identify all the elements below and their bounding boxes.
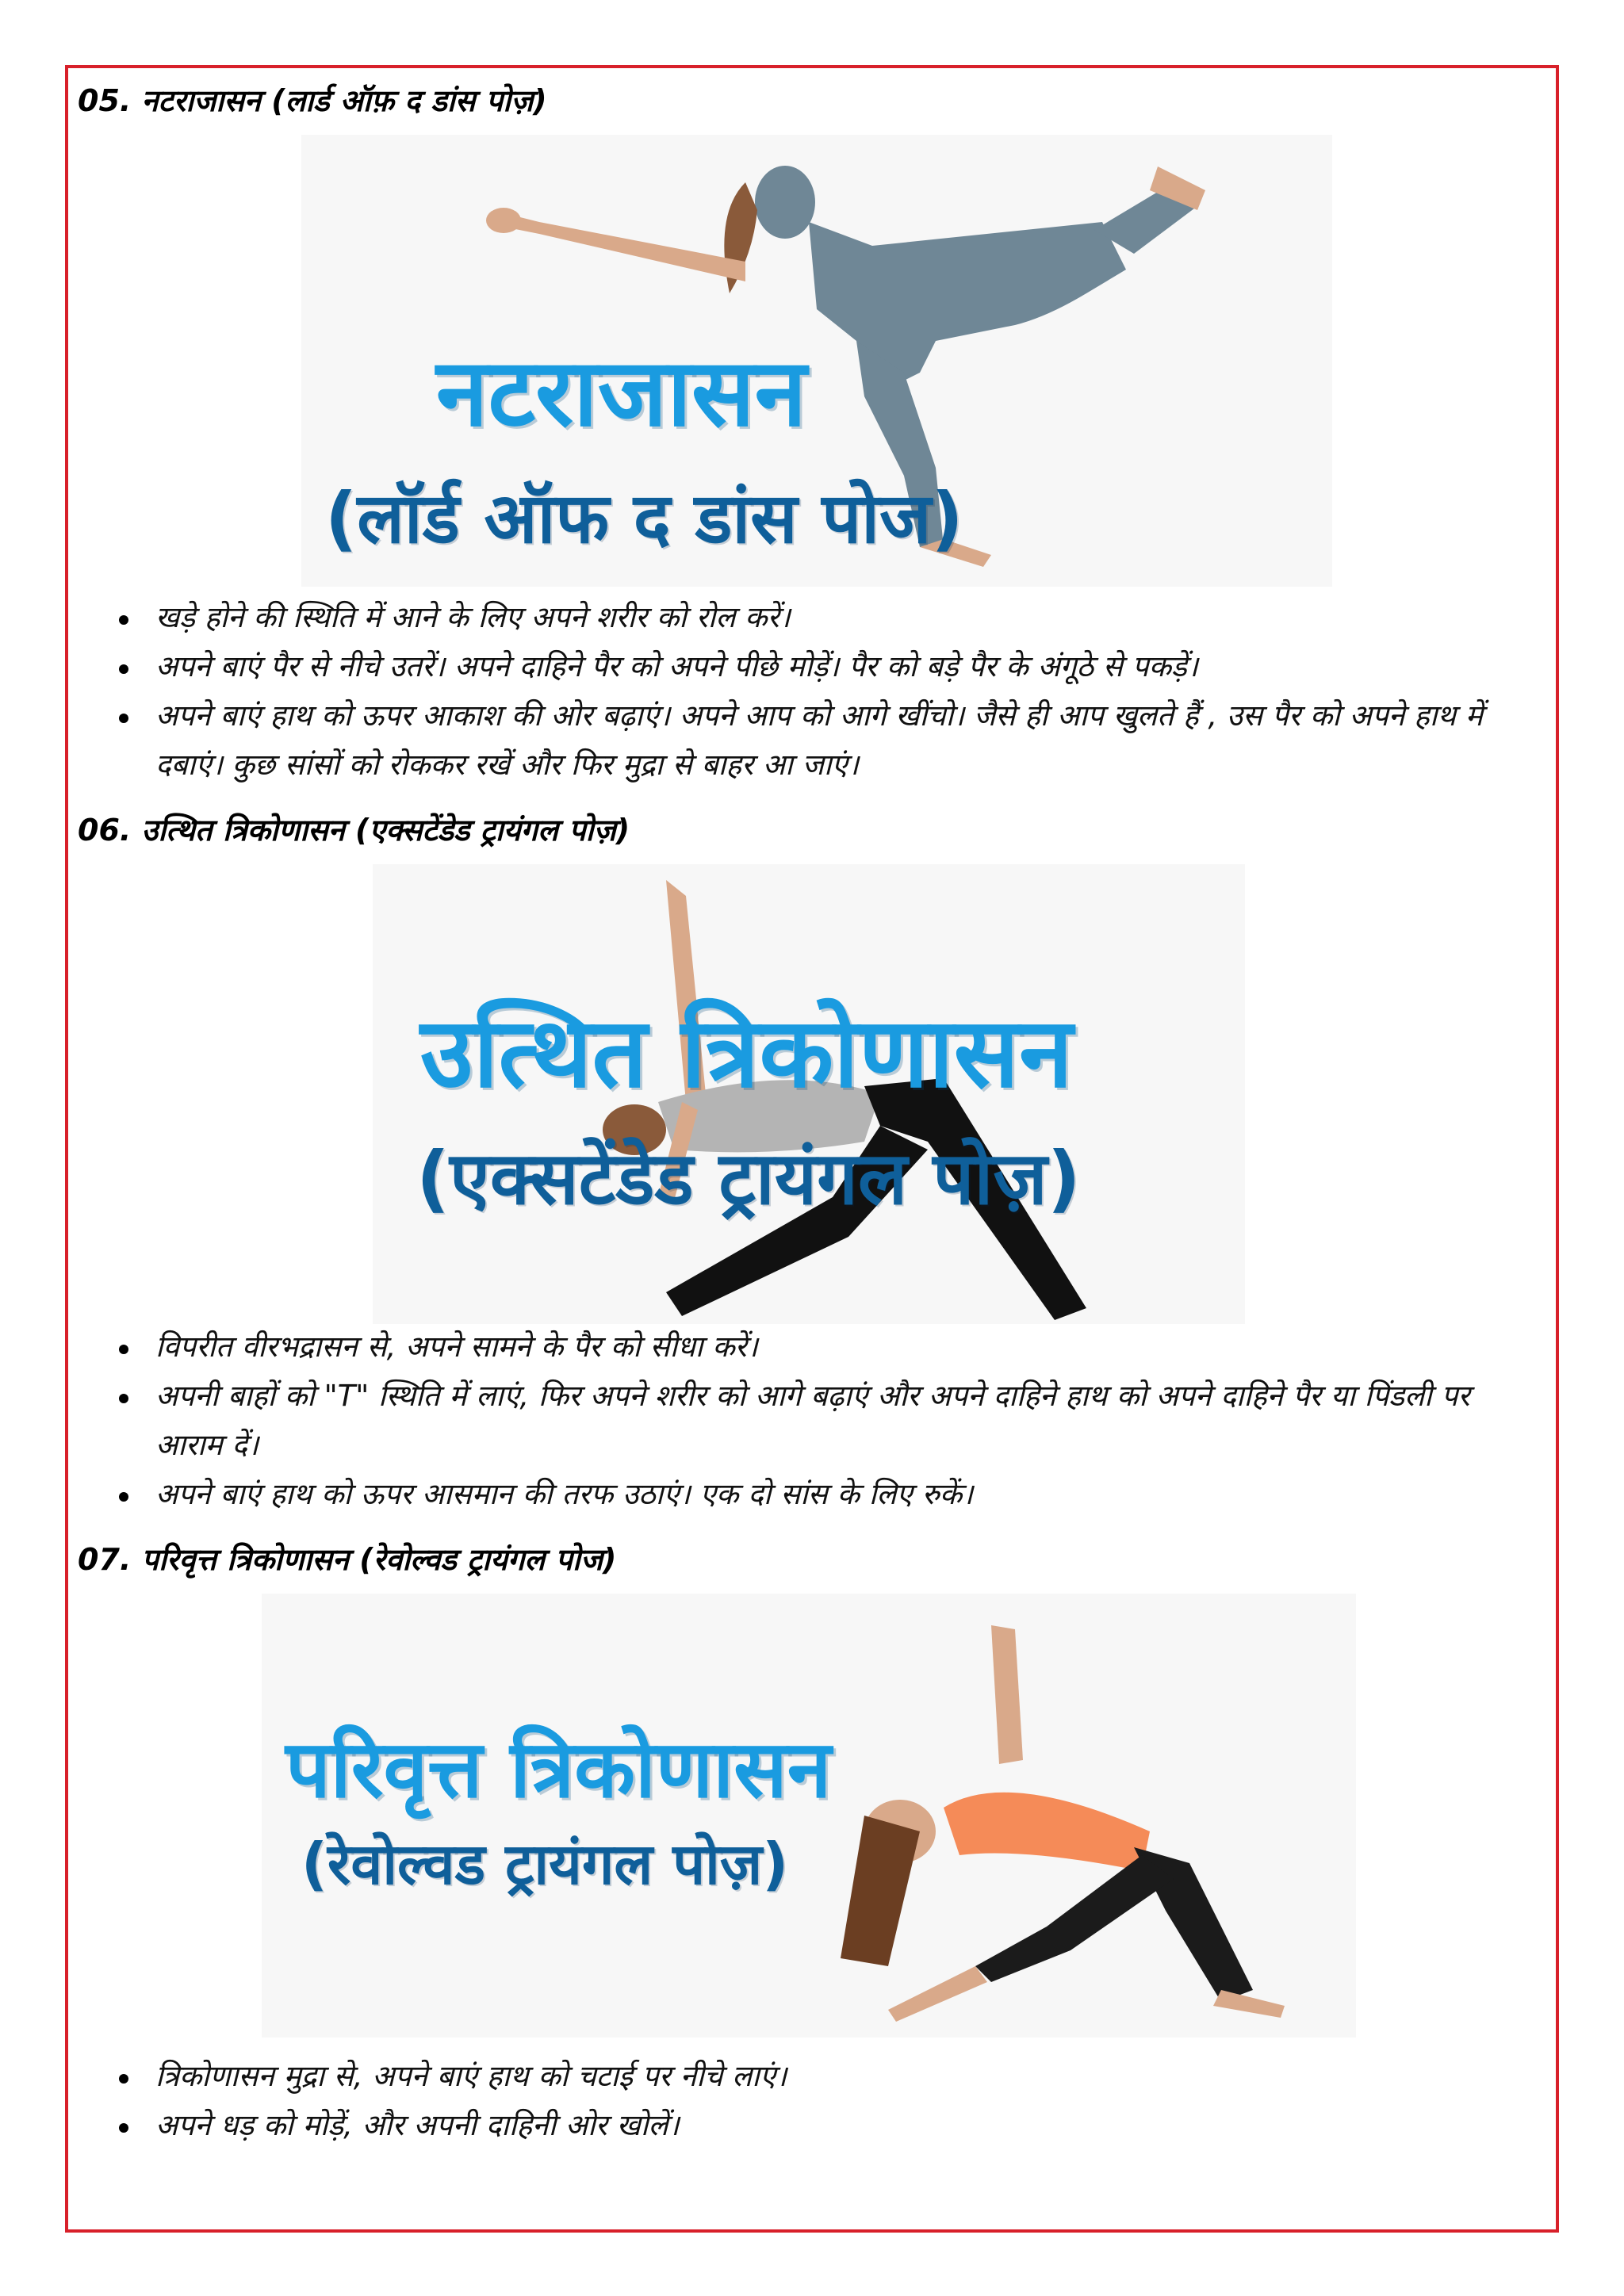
utthita-trikonasana-image-title: उत्थित त्रिकोणासन [420, 997, 1073, 1109]
section-07-steps [119, 2052, 1546, 2150]
parivrtta-trikonasana-illustration [262, 1594, 1356, 2038]
section-06-steps [119, 1322, 1546, 1519]
section-05-heading: 05. नटराजासन (लार्ड ऑफ़ द डांस पोज़) [78, 83, 547, 118]
natarajasana-illustration [301, 135, 1332, 587]
step-item: त्रिकोणासन मुद्रा से, अपने बाएं हाथ को चटाई पर नीचे लाएं। [119, 2052, 1546, 2101]
step-item: अपने धड़ को मोड़ें, और अपनी दाहिनी ओर खोलें। [119, 2101, 1546, 2150]
step-item: खड़े होने की स्थिति में आने के लिए अपने शरीर को रोल करें। [119, 593, 1546, 642]
step-item: अपने बाएं हाथ को ऊपर आसमान की तरफ उठाएं। एक दो सांस के लिए रुकें। [119, 1470, 1546, 1519]
utthita-trikonasana-image-subtitle: (एक्सटेंडेड ट्रायंगल पोज़) [416, 1136, 1081, 1221]
step-item: अपने बाएं हाथ को ऊपर आकाश की ओर बढ़ाएं। अपने आप को आगे खींचो। जैसे ही आप खुलते हैं , उस पैर को अपने हाथ में दबाएं। कुछ सांसों को रोककर रखें और फिर मुद्रा से बाहर आ जाएं। [119, 691, 1546, 790]
step-item: विपरीत वीरभद्रासन से, अपने सामने के पैर को सीधा करें। [119, 1322, 1546, 1372]
step-item: अपनी बाहों को "T" स्थिति में लाएं, फिर अपने शरीर को आगे बढ़ाएं और अपने दाहिने हाथ को अपने दाहिने पैर या पिंडली पर आराम दें। [119, 1372, 1546, 1470]
parivrtta-trikonasana-image-title: परिवृत्त त्रिकोणासन [285, 1723, 832, 1816]
natarajasana-image-title: नटराजासन [436, 338, 807, 447]
step-item: अपने बाएं पैर से नीचे उतरें। अपने दाहिने पैर को अपने पीछे मोड़ें। पैर को बड़े पैर के अंगूठे से पकड़ें। [119, 642, 1546, 691]
parivrtta-trikonasana-image-subtitle: (रेवोल्वड ट्रायंगल पोज़) [301, 1831, 789, 1897]
section-05-steps [119, 593, 1546, 790]
utthita-trikonasana-illustration [373, 864, 1245, 1324]
section-06-heading: 06. उत्थित त्रिकोणासन (एक्सटेंडेड ट्रायंगल पोज़) [78, 813, 630, 848]
section-07-heading: 07. परिवृत्त त्रिकोणासन (रेवोल्वड ट्रायंगल पोज) [78, 1542, 617, 1577]
natarajasana-image-subtitle: (लॉर्ड ऑफ द डांस पोज) [325, 477, 963, 559]
